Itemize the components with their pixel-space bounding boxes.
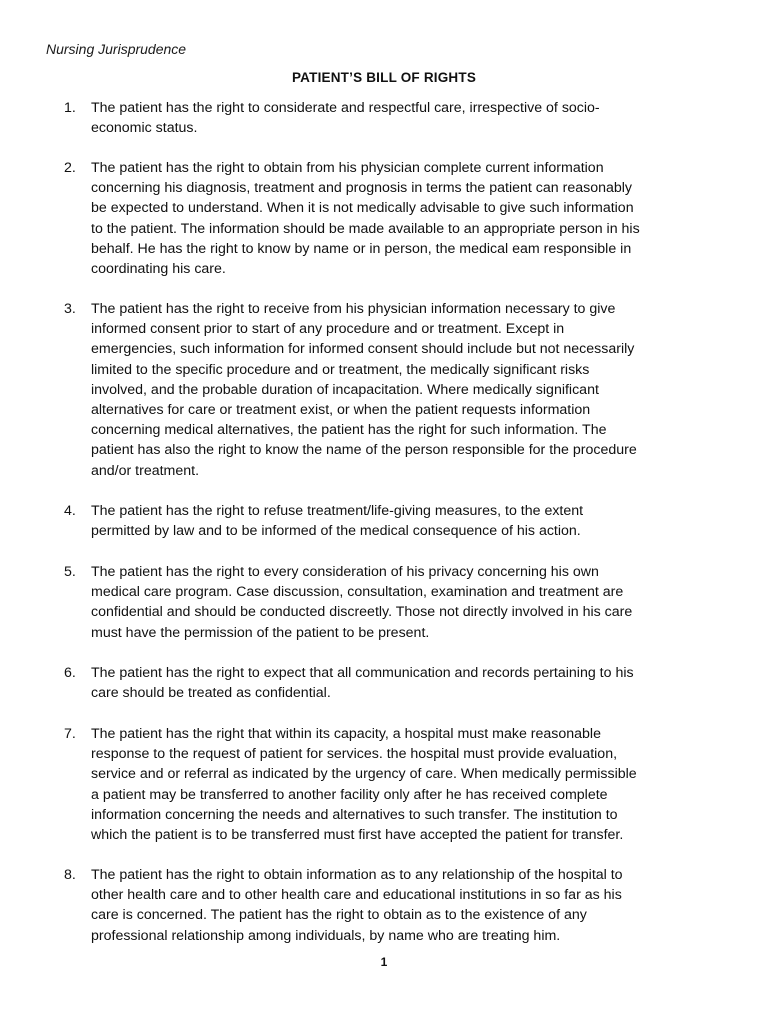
list-item-text: The patient has the right to expect that all communication and records pertaining to his care should be treated as confidential.: [91, 665, 634, 702]
list-item-number: 4.: [64, 503, 76, 519]
list-item-text: The patient has the right to obtain information as to any relationship of the hospital to other health care and to other health care and educational institutions in so far as his care is concerned. The patient has the right to obtain as to the existence of any professional relationship among individuals, by name who are treating him.: [91, 867, 623, 944]
list-item-text: The patient has the right to receive from his physician information necessary to give informed consent prior to start of any procedure and or treatment. Except in emergencies, such information for informed consent should include but not necessarily limited to the specific procedure and or treatment, the medically significant risks involved, and the probable duration of incapacitation. Where medically significant alternatives for care or treatment exist, or when the patient requests information concerning medical alternatives, the patient has the right for such information. The patient has also the right to know the name of the person responsible for the procedure and/or treatment.: [91, 301, 637, 479]
list-item-text: The patient has the right that within its capacity, a hospital must make reasonable response to the request of patient for services. the hospital must provide evaluation, service and or referral as indicated by the urgency of care. When medically permissible a patient may be transferred to another facility only after he has received complete information concerning the needs and alternatives to such transfer. The institution to which the patient is to be transferred must first have accepted the patient for transfer.: [91, 726, 637, 844]
page-title: PATIENT’S BILL OF RIGHTS: [291, 70, 477, 85]
list-item-text: The patient has the right to obtain from his physician complete current information concerning his diagnosis, treatment and prognosis in terms the patient can reasonably be expected to understand. When it is not medically advisable to give such information to the patient. The information should be made available to an appropriate person in his behalf. He has the right to know by name or in person, the medical eam responsible in coordinating his care.: [91, 160, 640, 278]
list-item-number: 6.: [64, 665, 76, 681]
list-item-number: 2.: [64, 160, 76, 176]
list-item-text: The patient has the right to considerate and respectful care, irrespective of socio- economic status.: [91, 100, 600, 137]
list-item-number: 1.: [64, 100, 76, 116]
list-item-number: 8.: [64, 867, 76, 883]
list-item-number: 7.: [64, 726, 76, 742]
page-number: 1: [380, 955, 388, 969]
list-item-text: The patient has the right to every consideration of his privacy concerning his own medical care program. Case discussion, consultation, examination and treatment are confidential and should be conducted discreetly. Those not directly involved in his care must have the permission of the patient to be present.: [91, 564, 633, 641]
list-item-number: 3.: [64, 301, 76, 317]
page-header: Nursing Jurisprudence: [46, 41, 187, 57]
list-item-number: 5.: [64, 564, 76, 580]
list-item-text: The patient has the right to refuse treatment/life-giving measures, to the extent permitted by law and to be informed of the medical consequence of his action.: [91, 503, 584, 540]
